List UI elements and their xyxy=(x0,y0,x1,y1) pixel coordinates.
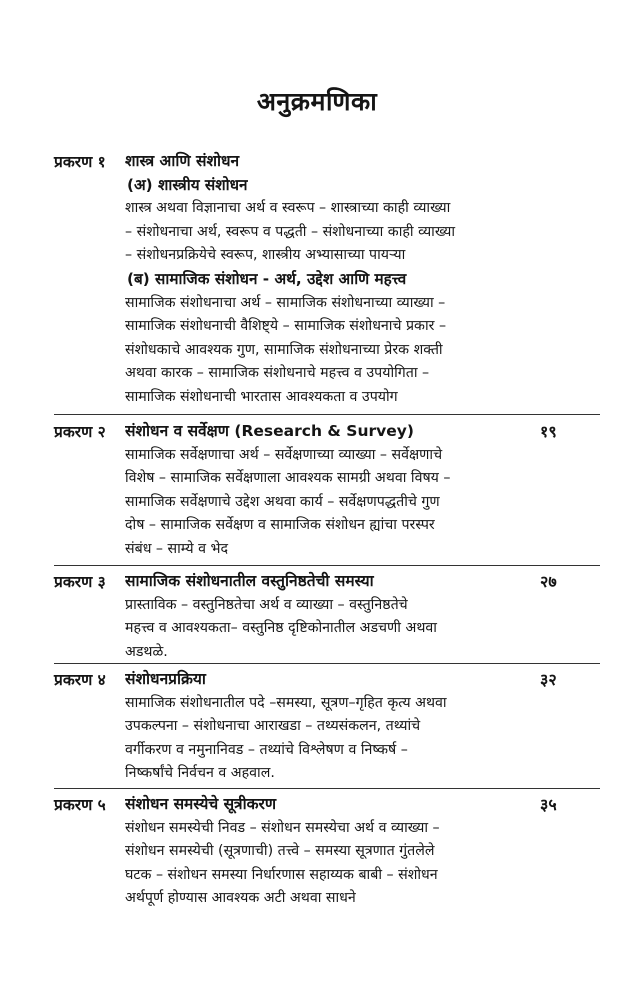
topic-line: अर्थपूर्ण होण्यास आवश्यक अटी अथवा साधने xyxy=(125,890,356,907)
topic-line: घटक – संशोधन समस्या निर्धारणास सहाय्यक बाबी – संशोधन xyxy=(125,866,438,883)
chapter-heading: संशोधन समस्येचे सूत्रीकरण xyxy=(125,795,277,813)
topic-line: महत्त्व व आवश्यकता– वस्तुनिष्ठ दृष्टिकोनातील अडचणी अथवा xyxy=(125,620,437,637)
chapter-heading: सामाजिक संशोधनातील वस्तुनिष्ठतेची समस्या xyxy=(125,572,374,590)
topic-line: सामाजिक संशोधनाची वैशिष्ट्ये – सामाजिक संशोधनाचे प्रकार – xyxy=(125,318,447,335)
topic-line: – संशोधनाचा अर्थ, स्वरूप व पद्धती – संशोधनाच्या काही व्याख्या xyxy=(125,223,456,240)
chapter-label: प्रकरण १ xyxy=(54,153,106,171)
chapter-heading: संशोधन व सर्वेक्षण (Research & Survey) xyxy=(125,422,414,440)
topic-line: – संशोधनप्रक्रियेचे स्वरूप, शास्त्रीय अभ्यासाच्या पायऱ्या xyxy=(125,247,406,264)
chapter-heading: शास्त्र आणि संशोधन xyxy=(125,152,240,170)
topic-line: सामाजिक संशोधनातील पदे –समस्या, सूत्रण–गृहित कृत्य अथवा xyxy=(125,694,447,711)
divider xyxy=(54,663,600,664)
topic-line: सामाजिक संशोधनाची भारतास आवश्यकता व उपयोग xyxy=(125,388,398,405)
section-heading: (ब) सामाजिक संशोधन - अर्थ, उद्देश आणि महत्त्व xyxy=(127,269,407,288)
chapter-label: प्रकरण ४ xyxy=(54,671,106,689)
topic-line: उपकल्पना – संशोधनाचा आराखडा – तथ्यसंकलन, तथ्यांचे xyxy=(125,718,421,735)
chapter-heading: संशोधनप्रक्रिया xyxy=(125,670,206,688)
topic-line: संशोधन समस्येची निवड – संशोधन समस्येचा अर्थ व व्याख्या – xyxy=(125,819,440,836)
topic-line: प्रास्ताविक – वस्तुनिष्ठतेचा अर्थ व व्याख्या – वस्तुनिष्ठतेचे xyxy=(125,596,408,613)
chapter-page-number: ३२ xyxy=(540,670,557,689)
divider xyxy=(54,565,600,566)
topic-line: सामाजिक सर्वेक्षणाचा अर्थ – सर्वेक्षणाच्या व्याख्या – सर्वेक्षणाचे xyxy=(125,446,443,463)
chapter-label: प्रकरण ३ xyxy=(54,573,106,591)
topic-line: संशोधकाचे आवश्यक गुण, सामाजिक संशोधनाच्या प्रेरक शक्ती xyxy=(125,341,443,358)
chapter-contents xyxy=(125,420,520,562)
chapter-contents xyxy=(125,668,520,786)
section-heading: (अ) शास्त्रीय संशोधन xyxy=(127,175,248,194)
chapter-page-number: ३५ xyxy=(540,795,557,814)
topic-line: संशोधन समस्येची (सूत्रणाची) तत्त्वे – समस्या सूत्रणात गुंतलेले xyxy=(125,843,435,860)
topic-line: अथवा कारक – सामाजिक संशोधनाचे महत्त्व व उपयोगिता – xyxy=(125,365,430,382)
topic-line: सामाजिक सर्वेक्षणाचे उद्देश अथवा कार्य – सर्वेक्षणपद्धतीचे गुण xyxy=(125,493,440,510)
topic-line: संबंध – साम्ये व भेद xyxy=(125,540,229,557)
topic-line: दोष – सामाजिक सर्वेक्षण व सामाजिक संशोधन ह्यांचा परस्पर xyxy=(125,517,435,534)
topic-line: सामाजिक संशोधनाचा अर्थ – सामाजिक संशोधनाच्या व्याख्या – xyxy=(125,294,446,311)
page-title: अनुक्रमणिका xyxy=(256,87,378,116)
chapter-contents xyxy=(125,570,520,664)
topic-line: शास्त्र अथवा विज्ञानाचा अर्थ व स्वरूप – शास्त्राच्या काही व्याख्या xyxy=(125,200,451,217)
chapter-contents xyxy=(125,793,520,911)
chapter-label: प्रकरण ५ xyxy=(54,796,106,814)
divider xyxy=(54,788,600,789)
chapter-label: प्रकरण २ xyxy=(54,423,106,441)
topic-line: वर्गीकरण व नमुनानिवड – तथ्यांचे विश्लेषण व निष्कर्ष – xyxy=(125,741,408,758)
topic-line: विशेष – सामाजिक सर्वेक्षणाला आवश्यक सामग्री अथवा विषय – xyxy=(125,470,451,487)
chapter-contents xyxy=(125,150,520,410)
topic-line: निष्कर्षांचे निर्वचन व अहवाल. xyxy=(125,765,275,782)
divider xyxy=(54,414,600,415)
chapter-page-number: २७ xyxy=(540,572,557,591)
topic-line: अडथळे. xyxy=(125,643,168,660)
chapter-page-number: १९ xyxy=(540,422,557,441)
